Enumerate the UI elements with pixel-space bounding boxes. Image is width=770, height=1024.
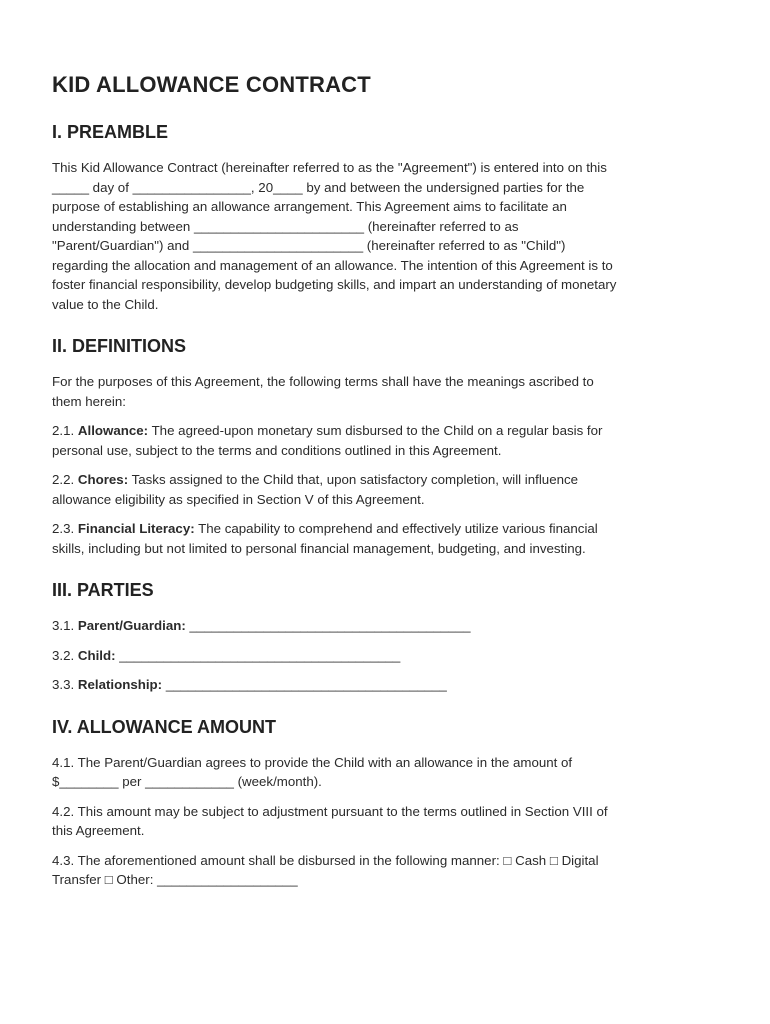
clause-line: Transfer □ Other: ___________________ [52,872,298,887]
definition-text: allowance eligibility as specified in Section V of this Agreement. [52,491,425,507]
clause-line: $________ per ____________ (week/month). [52,774,322,789]
allowance-clause [52,802,710,841]
preamble-line: purpose of establishing an allowance arrangement. This Agreement aims to facilitate an [52,199,567,214]
definitions-intro-line: them herein: [52,393,126,409]
definition-number: 2.3. [52,521,75,536]
definition-item-allowance [52,421,710,460]
allowance-clause [52,753,710,792]
party-label: Child: [77,647,116,663]
party-parent-guardian [52,616,710,636]
definition-text: Tasks assigned to the Child that, upon satisfactory completion, will influence [131,472,579,487]
preamble-line: "Parent/Guardian") and _______________________ (hereinafter referred to as "Child") [52,238,566,253]
allowance-clause [52,851,710,890]
party-number: 3.3. [52,677,75,692]
section-parties [52,580,710,695]
document-title: KID ALLOWANCE CONTRACT [52,72,371,97]
definition-number: 2.1. [52,423,75,438]
party-relationship [52,675,710,695]
definition-text: The capability to comprehend and effectively utilize various financial [198,521,598,536]
clause-line: 4.3. The aforementioned amount shall be disbursed in the following manner: □ Cash □ Digital [52,852,599,868]
section-heading-allowance-amount: IV. ALLOWANCE AMOUNT [52,716,276,737]
section-preamble [52,122,710,314]
definition-item-chores [52,470,710,509]
preamble-line: This Kid Allowance Contract (hereinafter referred to as the "Agreement") is entered into on this [52,160,607,175]
definition-item-financial-literacy [52,519,710,558]
preamble-paragraph [52,158,710,314]
preamble-line: understanding between _______________________ (hereinafter referred to as [52,218,519,234]
party-blank-field[interactable]: ______________________________________ [165,677,447,692]
section-heading-parties: III. PARTIES [52,580,154,600]
party-number: 3.1. [52,618,75,633]
party-blank-field[interactable]: ______________________________________ [119,647,401,663]
preamble-line: value to the Child. [52,296,159,312]
section-heading-preamble: I. PREAMBLE [52,122,169,142]
section-allowance-amount [52,717,710,890]
definition-text: personal use, subject to the terms and conditions outlined in this Agreement. [52,442,502,458]
definition-term: Chores: [77,472,129,487]
section-definitions [52,336,710,558]
clause-line: 4.1. The Parent/Guardian agrees to provide the Child with an allowance in the amount of [52,754,573,770]
clause-line: 4.2. This amount may be subject to adjustment pursuant to the terms outlined in Section VIII of [52,803,608,819]
party-blank-field[interactable]: ______________________________________ [189,618,471,633]
party-label: Relationship: [77,677,163,692]
party-label: Parent/Guardian: [77,618,186,633]
clause-line: this Agreement. [52,823,145,838]
preamble-line: _____ day of ________________, 20____ by and between the undersigned parties for the [52,179,585,195]
definitions-intro [52,372,710,411]
definition-term: Financial Literacy: [77,521,195,536]
definition-text: The agreed-upon monetary sum disbursed to the Child on a regular basis for [151,423,603,438]
definition-term: Allowance: [77,423,149,438]
party-number: 3.2. [52,647,75,663]
definition-number: 2.2. [52,472,75,487]
section-heading-definitions: II. DEFINITIONS [52,336,187,356]
party-child [52,646,710,666]
definitions-intro-line: For the purposes of this Agreement, the following terms shall have the meanings ascribed to [52,374,594,389]
definition-text: skills, including but not limited to personal financial management, budgeting, and investing. [52,540,586,556]
preamble-line: foster financial responsibility, develop budgeting skills, and impart an understanding of monetary [52,277,617,292]
preamble-line: regarding the allocation and management of an allowance. The intention of this Agreement is to [52,257,613,273]
